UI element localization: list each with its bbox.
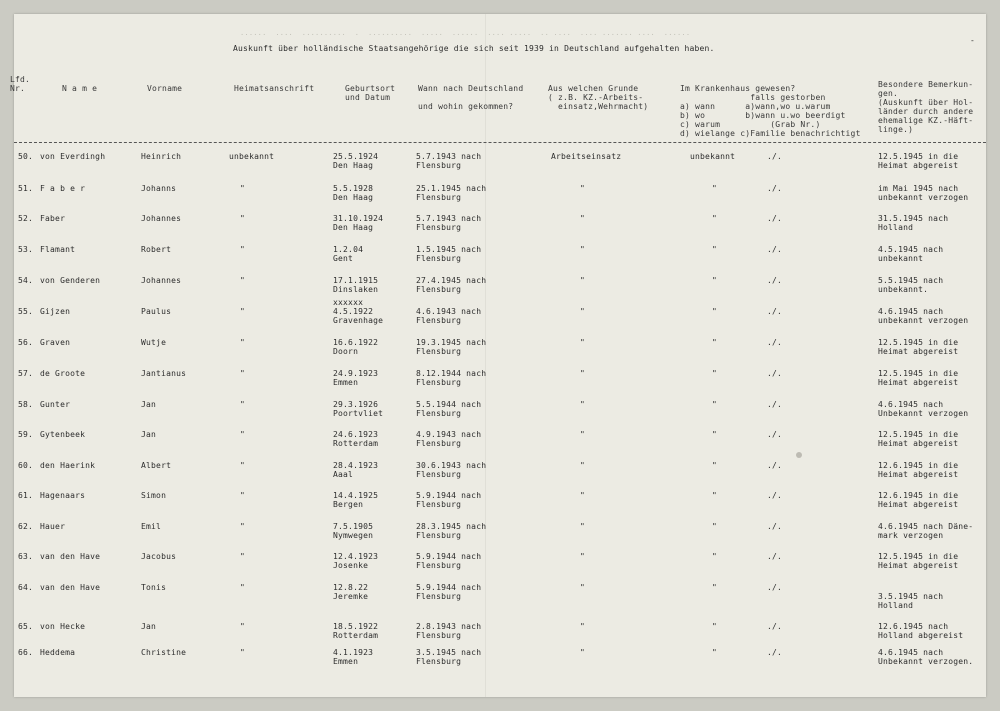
row-grunde: ": [580, 648, 586, 657]
row-gestorben: ./.: [767, 369, 783, 378]
row-number: 61.: [18, 491, 34, 500]
row-number: 50.: [18, 152, 34, 161]
row-wann: 5.9.1944 nach Flensburg: [416, 491, 482, 509]
row-wann: 19.3.1945 nach Flensburg: [416, 338, 487, 356]
row-number: 58.: [18, 400, 34, 409]
row-wann: 5.7.1943 nach Flensburg: [416, 152, 482, 170]
row-kranken: ": [712, 648, 718, 657]
row-kranken: ": [712, 276, 718, 285]
row-name: von Everdingh: [40, 152, 106, 161]
row-gestorben: ./.: [767, 152, 783, 161]
row-gestorben: ./.: [767, 648, 783, 657]
row-geburt: xxxxxx 4.5.1922 Gravenhage: [333, 298, 384, 325]
row-name: F a b e r: [40, 184, 86, 193]
row-bemerkung: 12.5.1945 in die Heimat abgereist: [878, 338, 959, 356]
row-wann: 3.5.1945 nach Flensburg: [416, 648, 482, 666]
header-nr: Lfd. Nr.: [10, 75, 31, 93]
row-geburt: 24.6.1923 Rotterdam: [333, 430, 379, 448]
header-heimat: Heimatsanschrift: [234, 84, 315, 93]
faint-top-line: ...... .... .......... . .......... ..... ...... .... ..... .. .... .... ....... .... ......: [240, 29, 691, 37]
row-heimat: ": [240, 522, 246, 531]
row-heimat: ": [240, 184, 246, 193]
header-geburt: Geburtsort und Datum: [345, 84, 396, 102]
row-wann: 5.9.1944 nach Flensburg: [416, 583, 482, 601]
row-geburt: 16.6.1922 Doorn: [333, 338, 379, 356]
row-vorname: Johannes: [141, 276, 182, 285]
row-heimat: ": [240, 622, 246, 631]
row-vorname: Johannes: [141, 214, 182, 223]
row-geburt: 12.4.1923 Josenke: [333, 552, 379, 570]
row-vorname: Johanns: [141, 184, 177, 193]
row-kranken: ": [712, 461, 718, 470]
row-geburt: 24.9.1923 Emmen: [333, 369, 379, 387]
row-grunde: ": [580, 369, 586, 378]
row-wann: 4.9.1943 nach Flensburg: [416, 430, 482, 448]
row-grunde: ": [580, 583, 586, 592]
row-kranken: ": [712, 369, 718, 378]
row-kranken: ": [712, 622, 718, 631]
row-gestorben: ./.: [767, 522, 783, 531]
row-gestorben: ./.: [767, 622, 783, 631]
row-wann: 5.7.1943 nach Flensburg: [416, 214, 482, 232]
row-grunde: ": [580, 622, 586, 631]
row-vorname: Heinrich: [141, 152, 182, 161]
row-kranken: ": [712, 307, 718, 316]
row-number: 56.: [18, 338, 34, 347]
row-number: 63.: [18, 552, 34, 561]
row-geburt: 5.5.1928 Den Haag: [333, 184, 374, 202]
row-grunde: ": [580, 214, 586, 223]
row-grunde: ": [580, 338, 586, 347]
row-wann: 27.4.1945 nach Flensburg: [416, 276, 487, 294]
row-heimat: ": [240, 245, 246, 254]
row-kranken: ": [712, 491, 718, 500]
row-name: Hagenaars: [40, 491, 86, 500]
row-vorname: Emil: [141, 522, 162, 531]
row-number: 64.: [18, 583, 34, 592]
row-geburt: 17.1.1915 Dinslaken: [333, 276, 379, 294]
row-heimat: ": [240, 307, 246, 316]
document-title: Auskunft über holländische Staatsangehörige die sich seit 1939 in Deutschland aufgehalten haben.: [233, 44, 715, 53]
row-heimat: ": [240, 648, 246, 657]
row-geburt: 18.5.1922 Rotterdam: [333, 622, 379, 640]
row-bemerkung: 5.5.1945 nach unbekannt.: [878, 276, 944, 294]
row-grunde: ": [580, 491, 586, 500]
row-name: Faber: [40, 214, 66, 223]
header-divider: [14, 142, 986, 143]
row-gestorben: ./.: [767, 276, 783, 285]
row-vorname: Christine: [141, 648, 187, 657]
row-geburt: 31.10.1924 Den Haag: [333, 214, 384, 232]
header-kranken: Im Krankenhaus gewesen? falls gestorben a) wann a)wann,wo u.warum b) wo b)wann u.wo beerdigt c) warum (Grab Nr.) d) wielange c)Familie benachrichtigt: [680, 84, 861, 138]
row-gestorben: ./.: [767, 184, 783, 193]
header-bemerk: Besondere Bemerkun- gen. (Auskunft über Hol- länder durch andere ehemalige KZ.-Häft- linge.): [878, 80, 974, 134]
row-heimat: unbekannt: [229, 152, 275, 161]
row-wann: 5.9.1944 nach Flensburg: [416, 552, 482, 570]
row-wann: 5.5.1944 nach Flensburg: [416, 400, 482, 418]
row-gestorben: ./.: [767, 245, 783, 254]
header-vorname: Vorname: [147, 84, 183, 93]
header-wann: Wann nach Deutschland und wohin gekommen?: [418, 84, 524, 111]
row-name: Gytenbeek: [40, 430, 86, 439]
row-kranken: ": [712, 184, 718, 193]
row-name: den Haerink: [40, 461, 96, 470]
row-wann: 2.8.1943 nach Flensburg: [416, 622, 482, 640]
row-name: von Hecke: [40, 622, 86, 631]
row-gestorben: ./.: [767, 430, 783, 439]
row-name: Graven: [40, 338, 71, 347]
row-wann: 28.3.1945 nach Flensburg: [416, 522, 487, 540]
row-number: 52.: [18, 214, 34, 223]
row-bemerkung: 12.6.1945 in die Heimat abgereist: [878, 461, 959, 479]
row-grunde: ": [580, 245, 586, 254]
row-bemerkung: 12.5.1945 in die Heimat abgereist: [878, 430, 959, 448]
row-bemerkung: im Mai 1945 nach unbekannt verzogen: [878, 184, 969, 202]
row-bemerkung: 12.5.1945 in die Heimat abgereist: [878, 369, 959, 387]
row-number: 59.: [18, 430, 34, 439]
row-bemerkung: 4.6.1945 nach unbekannt verzogen: [878, 307, 969, 325]
row-kranken: ": [712, 338, 718, 347]
row-heimat: ": [240, 461, 246, 470]
row-number: 60.: [18, 461, 34, 470]
row-geburt: 25.5.1924 Den Haag: [333, 152, 379, 170]
row-geburt: 28.4.1923 Aaal: [333, 461, 379, 479]
row-bemerkung: 31.5.1945 nach Holland: [878, 214, 949, 232]
row-name: Flamant: [40, 245, 76, 254]
row-gestorben: ./.: [767, 491, 783, 500]
row-vorname: Albert: [141, 461, 172, 470]
row-wann: 30.6.1943 nach Flensburg: [416, 461, 487, 479]
row-number: 57.: [18, 369, 34, 378]
row-heimat: ": [240, 369, 246, 378]
row-heimat: ": [240, 400, 246, 409]
row-gestorben: ./.: [767, 552, 783, 561]
row-geburt: 4.1.1923 Emmen: [333, 648, 374, 666]
row-number: 51.: [18, 184, 34, 193]
row-vorname: Paulus: [141, 307, 172, 316]
row-number: 53.: [18, 245, 34, 254]
row-wann: 1.5.1945 nach Flensburg: [416, 245, 482, 263]
row-grunde: ": [580, 430, 586, 439]
row-gestorben: ./.: [767, 400, 783, 409]
row-heimat: ": [240, 430, 246, 439]
punch-hole: [796, 452, 802, 458]
row-gestorben: ./.: [767, 338, 783, 347]
row-heimat: ": [240, 552, 246, 561]
row-vorname: Simon: [141, 491, 167, 500]
row-geburt: 14.4.1925 Bergen: [333, 491, 379, 509]
row-geburt: 29.3.1926 Poortvliet: [333, 400, 384, 418]
row-geburt: 12.8.22 Jeremke: [333, 583, 369, 601]
row-bemerkung: 12.6.1945 in die Heimat abgereist: [878, 491, 959, 509]
row-bemerkung: 4.6.1945 nach Unbekannt verzogen.: [878, 648, 974, 666]
row-wann: 25.1.1945 nach Flensburg: [416, 184, 487, 202]
row-grunde: ": [580, 552, 586, 561]
row-vorname: Robert: [141, 245, 172, 254]
row-vorname: Jan: [141, 430, 157, 439]
row-grunde: ": [580, 184, 586, 193]
row-name: Heddema: [40, 648, 76, 657]
row-vorname: Jantianus: [141, 369, 187, 378]
row-gestorben: ./.: [767, 461, 783, 470]
row-bemerkung: 3.5.1945 nach Holland: [878, 592, 944, 610]
row-vorname: Jan: [141, 622, 157, 631]
row-heimat: ": [240, 583, 246, 592]
row-grunde: ": [580, 522, 586, 531]
row-gestorben: ./.: [767, 307, 783, 316]
row-vorname: Tonis: [141, 583, 167, 592]
row-kranken: ": [712, 400, 718, 409]
row-bemerkung: 12.5.1945 in die Heimat abgereist: [878, 552, 959, 570]
row-kranken: ": [712, 552, 718, 561]
row-number: 66.: [18, 648, 34, 657]
row-number: 65.: [18, 622, 34, 631]
row-vorname: Wutje: [141, 338, 167, 347]
row-heimat: ": [240, 491, 246, 500]
row-grunde: ": [580, 400, 586, 409]
row-heimat: ": [240, 338, 246, 347]
row-kranken: ": [712, 430, 718, 439]
row-kranken: ": [712, 245, 718, 254]
row-kranken: ": [712, 583, 718, 592]
row-kranken: ": [712, 522, 718, 531]
row-name: van den Have: [40, 552, 101, 561]
header-name: N a m e: [62, 84, 98, 93]
row-wann: 8.12.1944 nach Flensburg: [416, 369, 487, 387]
row-bemerkung: 4.5.1945 nach unbekannt: [878, 245, 944, 263]
row-name: Gijzen: [40, 307, 71, 316]
row-name: Gunter: [40, 400, 71, 409]
row-vorname: Jacobus: [141, 552, 177, 561]
row-heimat: ": [240, 276, 246, 285]
row-grunde: ": [580, 276, 586, 285]
row-grunde: Arbeitseinsatz: [551, 152, 622, 161]
row-geburt: 1.2.04 Gent: [333, 245, 364, 263]
page-mark: -: [970, 36, 976, 45]
row-kranken: ": [712, 214, 718, 223]
header-grunde: Aus welchen Grunde ( z.B. KZ.-Arbeits- einsatz,Wehrmacht): [548, 84, 649, 111]
row-bemerkung: 4.6.1945 nach Unbekannt verzogen: [878, 400, 969, 418]
row-name: van den Have: [40, 583, 101, 592]
row-vorname: Jan: [141, 400, 157, 409]
row-number: 54.: [18, 276, 34, 285]
row-number: 62.: [18, 522, 34, 531]
row-kranken: unbekannt: [690, 152, 736, 161]
row-gestorben: ./.: [767, 583, 783, 592]
row-number: 55.: [18, 307, 34, 316]
row-grunde: ": [580, 307, 586, 316]
row-bemerkung: 12.6.1945 nach Holland abgereist: [878, 622, 964, 640]
row-gestorben: ./.: [767, 214, 783, 223]
row-bemerkung: 4.6.1945 nach Däne- mark verzogen: [878, 522, 974, 540]
row-bemerkung: 12.5.1945 in die Heimat abgereist: [878, 152, 959, 170]
row-wann: 4.6.1943 nach Flensburg: [416, 307, 482, 325]
row-name: de Groote: [40, 369, 86, 378]
row-heimat: ": [240, 214, 246, 223]
row-geburt: 7.5.1905 Nymwegen: [333, 522, 374, 540]
row-name: Hauer: [40, 522, 66, 531]
row-grunde: ": [580, 461, 586, 470]
row-name: von Genderen: [40, 276, 101, 285]
